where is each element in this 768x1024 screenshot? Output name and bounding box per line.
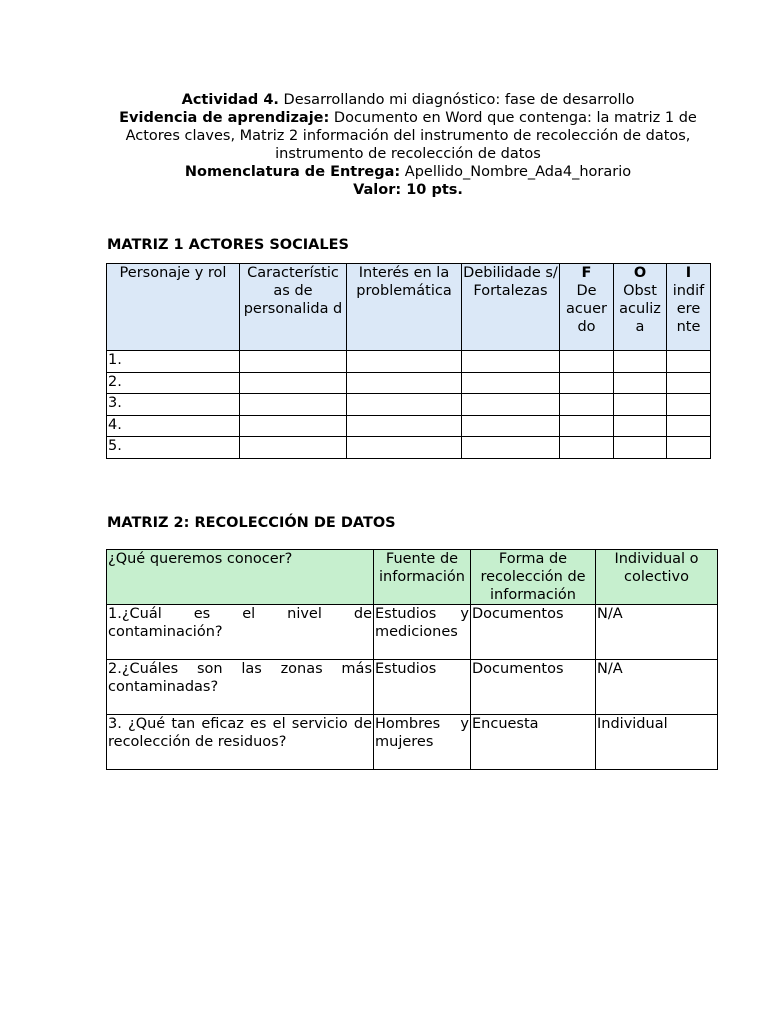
- matrix2-header-cell: ¿Qué queremos conocer?: [107, 550, 374, 605]
- matrix2-title: MATRIZ 2: RECOLECCIÓN DE DATOS: [107, 515, 396, 531]
- nomenclature-label: Nomenclatura de Entrega:: [184, 164, 401, 180]
- method-cell: Documentos: [471, 605, 596, 660]
- matrix2-header-row: [107, 550, 718, 605]
- scope-cell: N/A: [596, 660, 718, 715]
- matrix2-table: [106, 549, 718, 770]
- table-row: [107, 660, 718, 715]
- nomenclature-line: [100, 163, 716, 181]
- empty-cell[interactable]: [240, 437, 347, 459]
- empty-cell[interactable]: [667, 351, 711, 373]
- empty-cell[interactable]: [667, 372, 711, 394]
- empty-cell[interactable]: [667, 437, 711, 459]
- matrix1-header-cell: [107, 264, 240, 351]
- matrix1-header-cell: [667, 264, 711, 351]
- table-row: [107, 605, 718, 660]
- matrix2-header-cell: Fuente de información: [374, 550, 471, 605]
- nomenclature-text: Apellido_Nombre_Ada4_horario: [400, 164, 632, 180]
- question-cell: 2.¿Cuáles son las zonas más contaminadas?: [107, 660, 374, 715]
- empty-cell[interactable]: [347, 394, 462, 416]
- empty-cell[interactable]: [560, 372, 614, 394]
- row-number-cell: 4.: [107, 415, 240, 437]
- row-number-cell: 3.: [107, 394, 240, 416]
- empty-cell[interactable]: [462, 351, 560, 373]
- empty-cell[interactable]: [462, 394, 560, 416]
- empty-cell[interactable]: [240, 351, 347, 373]
- matrix1-header-cell: [614, 264, 667, 351]
- table-row: [107, 437, 711, 459]
- matrix1-header-row: [107, 264, 711, 351]
- matrix1-header-label: De acuer do: [566, 283, 607, 335]
- table-row: [107, 394, 711, 416]
- empty-cell[interactable]: [560, 415, 614, 437]
- empty-cell[interactable]: [560, 437, 614, 459]
- empty-cell[interactable]: [614, 351, 667, 373]
- matrix1-table: [106, 263, 711, 459]
- empty-cell[interactable]: [462, 415, 560, 437]
- empty-cell[interactable]: [462, 372, 560, 394]
- empty-cell[interactable]: [240, 415, 347, 437]
- table-row: [107, 715, 718, 770]
- matrix1-header-label: Obst aculiz a: [619, 283, 661, 335]
- evidence-text: Documento en Word que contenga: la matriz 1 de Actores claves, Matriz 2 información del instrumento de recolección de datos, instrumento de recolección de datos: [125, 110, 697, 162]
- matrix1-header-label: indif ere nte: [672, 283, 705, 335]
- matrix1-header-label: Característic as de personalida d: [243, 265, 343, 317]
- activity-line: [100, 91, 716, 109]
- question-cell: 1.¿Cuál es el nivel de contaminación?: [107, 605, 374, 660]
- empty-cell[interactable]: [240, 394, 347, 416]
- empty-cell[interactable]: [667, 415, 711, 437]
- matrix1-body: [107, 351, 711, 459]
- source-cell: Hombres y mujeres: [374, 715, 471, 770]
- empty-cell[interactable]: [347, 437, 462, 459]
- matrix1-header-cell: [240, 264, 347, 351]
- evidence-label: Evidencia de aprendizaje:: [119, 110, 330, 126]
- matrix2-header-cell: Individual o colectivo: [596, 550, 718, 605]
- document-header: [100, 91, 716, 199]
- value-label: Valor: 10 pts.: [353, 182, 463, 198]
- matrix1-header-label: Debilidade s/ Fortalezas: [463, 265, 558, 299]
- table-row: [107, 372, 711, 394]
- matrix1-title: MATRIZ 1 ACTORES SOCIALES: [107, 237, 349, 253]
- matrix1-header-label: Interés en la problemática: [356, 265, 452, 299]
- empty-cell[interactable]: [614, 437, 667, 459]
- empty-cell[interactable]: [347, 415, 462, 437]
- table-row: [107, 351, 711, 373]
- row-number-cell: 1.: [107, 351, 240, 373]
- matrix1-header-letter: F: [581, 265, 592, 281]
- empty-cell[interactable]: [614, 415, 667, 437]
- activity-label: Actividad 4.: [181, 92, 279, 108]
- empty-cell[interactable]: [347, 372, 462, 394]
- empty-cell[interactable]: [614, 394, 667, 416]
- empty-cell[interactable]: [347, 351, 462, 373]
- method-cell: Encuesta: [471, 715, 596, 770]
- matrix1-header-label: Personaje y rol: [119, 265, 227, 281]
- question-cell: 3. ¿Qué tan eficaz es el servicio de recolección de residuos?: [107, 715, 374, 770]
- matrix1-header-letter: I: [685, 265, 692, 281]
- empty-cell[interactable]: [560, 394, 614, 416]
- empty-cell[interactable]: [667, 394, 711, 416]
- matrix1-header-cell: [462, 264, 560, 351]
- activity-text: Desarrollando mi diagnóstico: fase de desarrollo: [278, 92, 635, 108]
- scope-cell: N/A: [596, 605, 718, 660]
- empty-cell[interactable]: [462, 437, 560, 459]
- source-cell: Estudios y mediciones: [374, 605, 471, 660]
- matrix1-header-cell: [560, 264, 614, 351]
- matrix2-body: [107, 605, 718, 770]
- scope-cell: Individual: [596, 715, 718, 770]
- matrix1-header-cell: [347, 264, 462, 351]
- table-row: [107, 415, 711, 437]
- source-cell: Estudios: [374, 660, 471, 715]
- evidence-line: [100, 109, 716, 163]
- method-cell: Documentos: [471, 660, 596, 715]
- row-number-cell: 5.: [107, 437, 240, 459]
- matrix1-header-letter: O: [633, 265, 647, 281]
- empty-cell[interactable]: [240, 372, 347, 394]
- matrix2-header-cell: Forma de recolección de información: [471, 550, 596, 605]
- empty-cell[interactable]: [560, 351, 614, 373]
- empty-cell[interactable]: [614, 372, 667, 394]
- value-line: [100, 181, 716, 199]
- row-number-cell: 2.: [107, 372, 240, 394]
